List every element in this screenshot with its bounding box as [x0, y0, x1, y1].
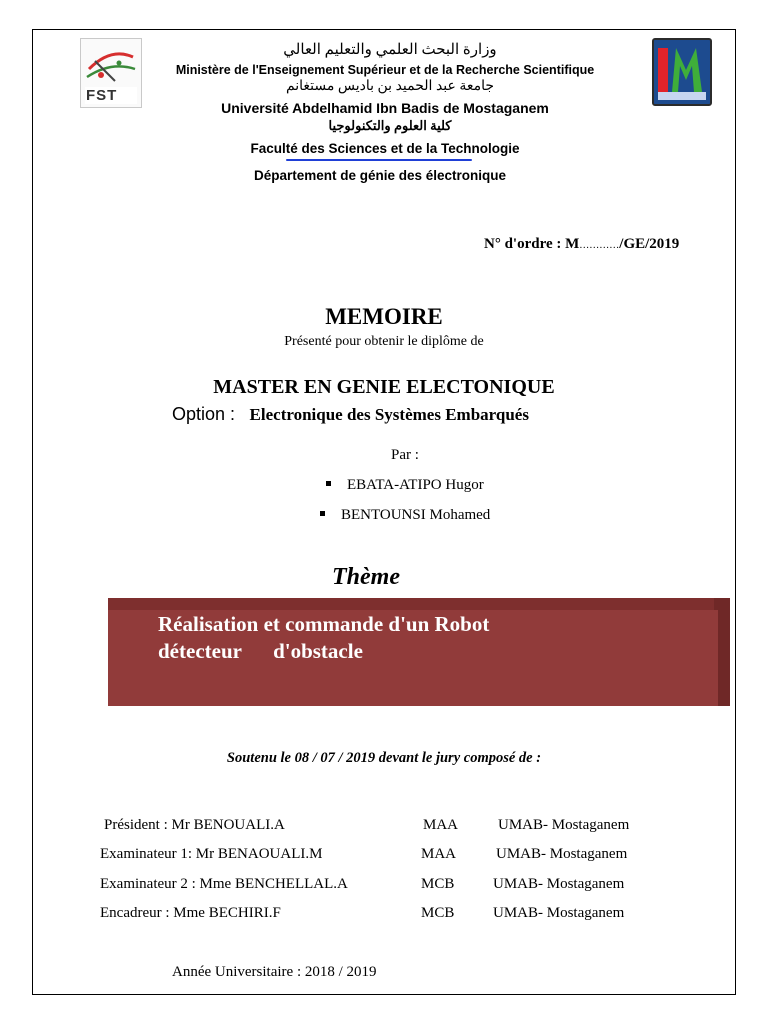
- jury-role: Président : Mr BENOUALI.A: [104, 817, 285, 833]
- order-prefix: N° d'ordre : M: [484, 236, 580, 252]
- jury-grade: MCB: [421, 876, 455, 892]
- faculty-underline: [286, 159, 472, 161]
- university-arabic: جامعة عبد الحميد بن باديس مستغانم: [285, 79, 495, 94]
- jury-affiliation: UMAB- Mostaganem: [493, 905, 625, 921]
- author-2: BENTOUNSI Mohamed: [320, 507, 490, 524]
- document-type: MEMOIRE: [325, 304, 443, 329]
- jury-role: Examinateur 2 : Mme BENCHELLAL.A: [100, 876, 348, 892]
- theme-label: Thème: [332, 564, 400, 590]
- theme-title-line-1: Réalisation et commande d'un Robot: [158, 612, 490, 636]
- order-number: [484, 236, 679, 253]
- degree: MASTER EN GENIE ELECTONIQUE: [213, 376, 555, 398]
- faculty-arabic: كلية العلوم والتكنولوجيا: [328, 118, 452, 133]
- by-label: Par :: [391, 447, 419, 463]
- defense-statement: Soutenu le 08 / 07 / 2019 devant le jury composé de :: [226, 750, 542, 766]
- author-1: EBATA-ATIPO Hugor: [326, 477, 484, 494]
- jury-grade: MCB: [421, 905, 455, 921]
- theme-title-line-2: détecteur d'obstacle: [158, 639, 363, 663]
- university-french: Université Abdelhamid Ibn Badis de Mostaganem: [221, 100, 549, 116]
- ministry-french: Ministère de l'Enseignement Supérieur et de la Recherche Scientifique: [175, 63, 595, 77]
- jury-affiliation: UMAB- Mostaganem: [496, 846, 628, 862]
- ministry-arabic: وزارة البحث العلمي والتعليم العالي: [283, 42, 497, 58]
- jury-role: Examinateur 1: Mr BENAOUALI.M: [100, 846, 323, 862]
- option-line: [172, 404, 529, 425]
- faculty-french: Faculté des Sciences et de la Technologie: [250, 141, 520, 156]
- subtitle: Présenté pour obtenir le diplôme de: [284, 334, 484, 349]
- jury-grade: MAA: [423, 817, 459, 833]
- academic-year: Année Universitaire : 2018 / 2019: [172, 964, 377, 980]
- option-label: Option :: [172, 404, 236, 424]
- jury-affiliation: UMAB- Mostaganem: [493, 876, 625, 892]
- theme-title: [158, 611, 489, 665]
- order-dots: …………: [579, 240, 620, 251]
- order-suffix: /GE/2019: [619, 236, 680, 252]
- fst-logo-text: FST: [86, 87, 118, 104]
- fst-logo: [80, 38, 142, 108]
- department: Département de génie des électronique: [253, 168, 507, 183]
- jury-role: Encadreur : Mme BECHIRI.F: [100, 905, 281, 921]
- jury-affiliation: UMAB- Mostaganem: [498, 817, 630, 833]
- option-value: Electronique des Systèmes Embarqués: [249, 405, 529, 424]
- jury-grade: MAA: [421, 846, 457, 862]
- university-logo: [652, 38, 712, 106]
